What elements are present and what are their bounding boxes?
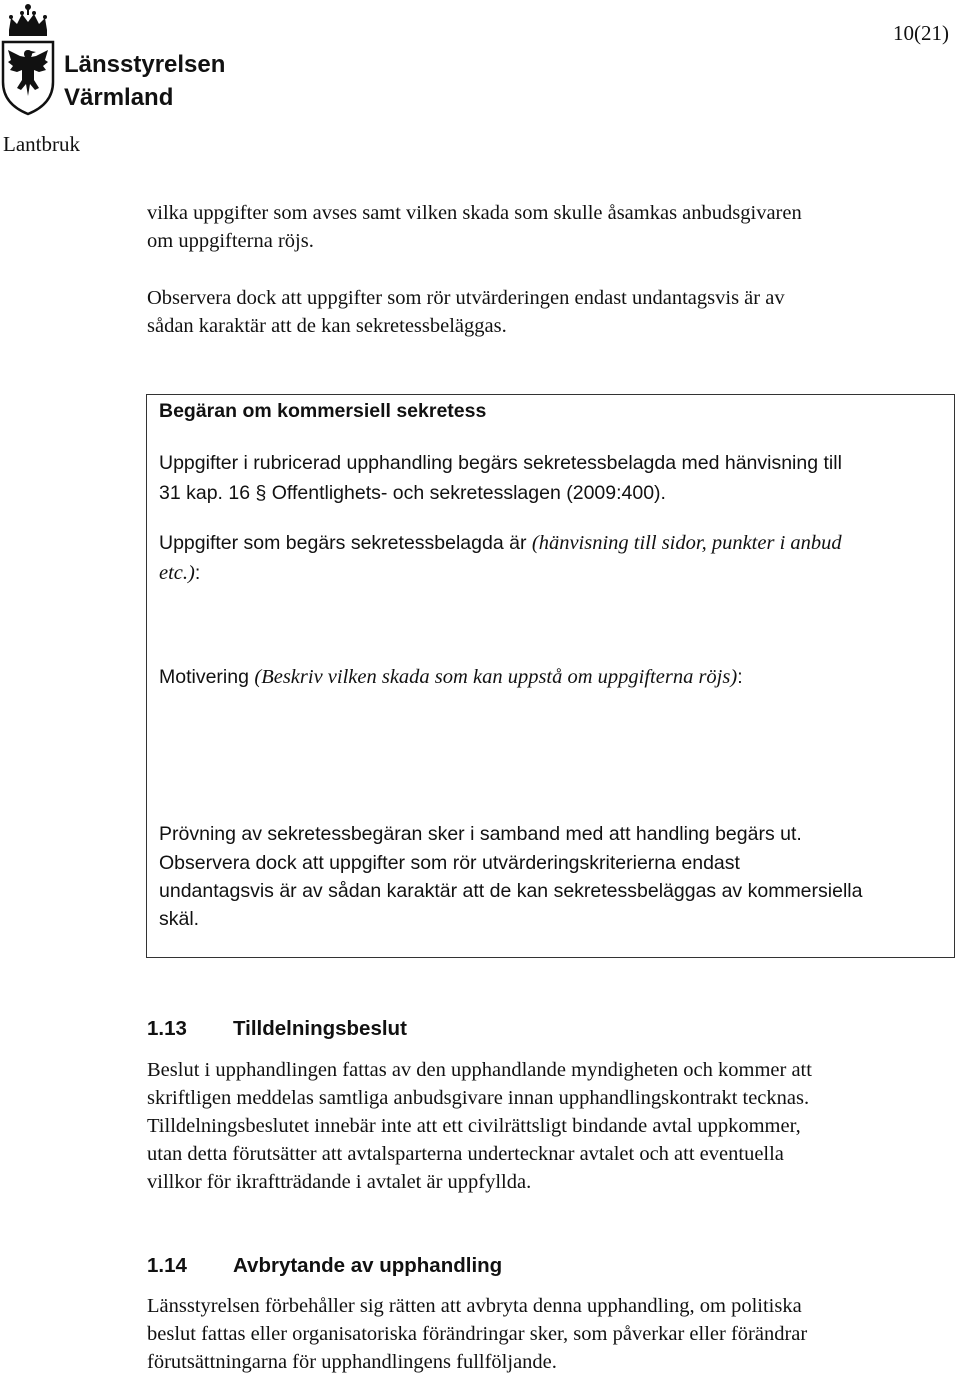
secrecy-box-p3 xyxy=(159,663,743,692)
secrecy-box-p3-italic: (Beskriv vilken skada som kan uppstå om uppgifterna röjs) xyxy=(254,666,738,688)
secrecy-box-p1-line-1: Uppgifter i rubricerad upphandling begärs sekretessbelagda med hänvisning till xyxy=(159,452,842,474)
section-1-14-number: 1.14 xyxy=(147,1254,187,1277)
department-label: Lantbruk xyxy=(3,132,80,156)
secrecy-box-p4-line-3: undantagsvis är av sådan karaktär att de kan sekretessbeläggas av kommersiella xyxy=(159,880,863,902)
secrecy-box-p3-text: Motivering xyxy=(159,666,255,688)
secrecy-box-p1-line-2: 31 kap. 16 § Offentlighets- och sekretesslagen (2009:400). xyxy=(159,482,666,504)
secrecy-box-p2-colon: : xyxy=(194,562,201,584)
page-number: 10(21) xyxy=(893,21,949,45)
secrecy-box-heading: Begäran om kommersiell sekretess xyxy=(159,400,487,422)
logo-text-line1: Länsstyrelsen xyxy=(64,51,226,78)
section-1-14-line-2: beslut fattas eller organisatoriska förändringar sker, som påverkar eller förändrar xyxy=(147,1323,808,1345)
section-1-13-line-1: Beslut i upphandlingen fattas av den upphandlande myndigheten och kommer att xyxy=(147,1059,812,1081)
intro-paragraph-2-line-2: sådan karaktär att de kan sekretessbeläggas. xyxy=(147,315,507,337)
secrecy-box-p4-line-2: Observera dock att uppgifter som rör utvärderingskriterierna endast xyxy=(159,852,740,874)
section-1-13-line-4: utan detta förutsätter att avtalsparterna undertecknar avtalet och att eventuella xyxy=(147,1143,784,1165)
section-1-13-line-3: Tilldelningsbeslutet innebär inte att ett civilrättsligt bindande avtal uppkommer, xyxy=(147,1115,801,1137)
secrecy-box-p4-line-4: skäl. xyxy=(159,908,200,930)
intro-paragraph-1-line-1: vilka uppgifter som avses samt vilken skada som skulle åsamkas anbudsgivaren xyxy=(147,202,802,224)
coat-of-arms-icon xyxy=(0,0,60,120)
section-1-13-line-5: villkor för ikraftträdande i avtalet är uppfyllda. xyxy=(147,1171,532,1193)
intro-paragraph-2-line-1: Observera dock att uppgifter som rör utvärderingen endast undantagsvis är av xyxy=(147,287,785,309)
section-1-13-number: 1.13 xyxy=(147,1017,187,1040)
logo-text-line2: Värmland xyxy=(64,84,174,111)
section-1-14-title: Avbrytande av upphandling xyxy=(233,1254,503,1277)
section-1-13-line-2: skriftligen meddelas samtliga anbudsgivare innan upphandlingskontrakt tecknas. xyxy=(147,1087,810,1109)
secrecy-box-p2-italic-2: etc.) xyxy=(159,562,195,584)
section-1-13-title: Tilldelningsbeslut xyxy=(233,1017,407,1040)
agency-logo xyxy=(0,0,230,125)
secrecy-box-p2-text: Uppgifter som begärs sekretessbelagda är xyxy=(159,532,532,554)
secrecy-box-p2-italic-1: (hänvisning till sidor, punkter i anbud xyxy=(531,532,842,554)
secrecy-box-p3-colon: : xyxy=(737,666,743,688)
section-1-14-line-1: Länsstyrelsen förbehåller sig rätten att avbryta denna upphandling, om politiska xyxy=(147,1295,802,1317)
secrecy-box-p2-line-1 xyxy=(159,529,842,558)
intro-paragraph-1-line-2: om uppgifterna röjs. xyxy=(147,230,314,252)
secrecy-box-p2-line-2 xyxy=(159,559,200,588)
section-1-14-line-3: förutsättningarna för upphandlingens fullföljande. xyxy=(147,1351,557,1373)
secrecy-request-box xyxy=(146,394,955,958)
secrecy-box-p4-line-1: Prövning av sekretessbegäran sker i samband med att handling begärs ut. xyxy=(159,823,802,845)
